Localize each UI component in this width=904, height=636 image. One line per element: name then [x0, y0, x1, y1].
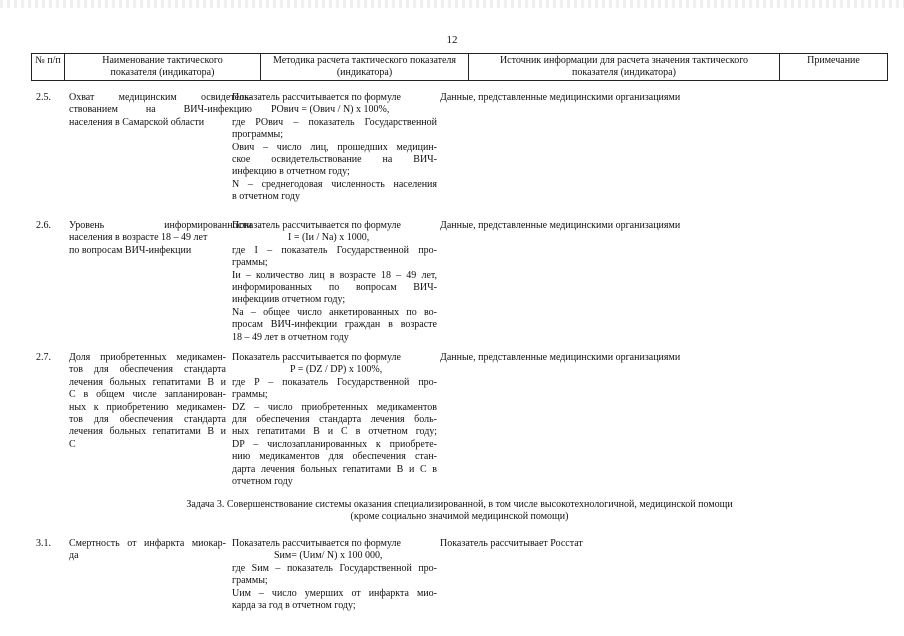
formula: P = (DZ / DP) x 100%,	[290, 364, 383, 376]
method-line: нию медикаментов для обеспечения стан-	[232, 451, 437, 463]
row-indicator-name	[69, 352, 226, 451]
method-line: Показатель рассчитывается по формуле	[232, 220, 401, 231]
row-source: Данные, представленные медицинскими организациями	[440, 92, 681, 103]
row-method	[232, 538, 437, 612]
method-line: информированных по вопросам ВИЧ-	[232, 282, 437, 293]
header-col-source-line: показателя (индикатора)	[572, 67, 676, 79]
page-number: 12	[446, 34, 458, 46]
header-col-number	[31, 54, 64, 80]
method-line: Uим – число умерших от инфаркта мио-	[232, 587, 437, 599]
task-heading-line: (кроме социально значимой медицинской помощи)	[350, 511, 569, 523]
row-indicator-name	[69, 92, 252, 129]
name-line: Смертность от инфаркта миокар-	[69, 538, 226, 549]
row-indicator-name	[69, 538, 226, 563]
scan-noise	[0, 0, 904, 8]
row-source: Данные, представленные медицинскими организациями	[440, 220, 681, 231]
name-line: Охват медицинским освидетель-	[69, 92, 252, 103]
method-line: ское освидетельствование на ВИЧ-	[232, 154, 437, 165]
method-line: просам ВИЧ-инфекции граждан в возрасте	[232, 319, 437, 331]
name-line: да	[69, 550, 79, 562]
method-line: для обеспечения стандарта лечения боль-	[232, 414, 437, 425]
method-line: программы;	[232, 129, 284, 141]
method-line: инфекциив отчетном году;	[232, 294, 346, 306]
method-line: 18 – 49 лет в отчетном году	[232, 331, 349, 343]
method-line: N – среднегодовая численность населения	[232, 178, 437, 190]
method-line: DZ – число приобретенных медикаментов	[232, 401, 437, 413]
header-col-source-line: Источник информации для расчета значения тактического	[499, 55, 749, 66]
header-col-name-line: Наименование тактического	[102, 55, 223, 66]
task-heading-line: Задача 3. Совершенствование системы оказания специализированной, в том числе высокотехнологичной, медицинской помощи	[186, 499, 733, 510]
name-line: тов для обеспечения стандарта	[69, 413, 226, 425]
method-line: где I – показатель Государственной про-	[232, 244, 437, 256]
method-line: Oвич – число лиц, прошедших медицин-	[232, 141, 437, 153]
row-method	[232, 352, 437, 488]
header-col-method-line: Методика расчета тактического показателя	[272, 55, 457, 66]
name-line: лечения больных гепатитами B и	[69, 376, 226, 388]
name-line: лечения больных гепатитами B и	[69, 426, 226, 438]
header-col-number-label: № п/п	[35, 55, 61, 66]
method-line: где POвич – показатель Государственной	[232, 116, 437, 128]
header-col-note-label: Примечание	[807, 55, 860, 66]
name-line: C в общем числе запланирован-	[69, 389, 226, 401]
formula: I = (Iи / Nа) x 1000,	[288, 232, 370, 244]
row-number: 2.6.	[36, 220, 51, 231]
row-method	[232, 220, 437, 344]
method-line: Iи – количество лиц в возрасте 18 – 49 лет,	[232, 269, 437, 281]
row-source: Показатель рассчитывает Росстат	[440, 538, 583, 549]
name-line: по вопросам ВИЧ-инфекции	[69, 244, 192, 256]
method-line: граммы;	[232, 389, 268, 401]
row-number: 3.1.	[36, 538, 51, 549]
name-line: тов для обеспечения стандарта	[69, 364, 226, 376]
name-line: ствованием на ВИЧ-инфекцию	[69, 104, 252, 116]
name-line: Уровень информированности	[69, 220, 252, 231]
name-line: ных к приобретению медикамен-	[69, 401, 226, 413]
header-col-note	[779, 54, 888, 80]
method-line: ных гепатитами B и C в отчетном году;	[232, 426, 437, 438]
header-col-name	[64, 54, 260, 80]
method-line: Nа – общее число анкетированных по во-	[232, 306, 437, 318]
method-line: граммы;	[232, 575, 268, 587]
formula: Sим= (Uим/ N) x 100 000,	[274, 550, 383, 562]
header-col-method-line: (индикатора)	[336, 67, 393, 79]
name-line: Доля приобретенных медикамен-	[69, 352, 226, 363]
name-line: населения в Самарской области	[69, 116, 205, 128]
method-line: инфекцию в отчетном году;	[232, 166, 350, 178]
name-line: C	[69, 438, 76, 450]
name-line: населения в возрасте 18 – 49 лет	[69, 232, 208, 244]
method-line: дарта лечения больных гепатитами B и C в	[232, 463, 437, 475]
task-heading	[31, 499, 888, 524]
row-source: Данные, представленные медицинскими организациями	[440, 352, 681, 363]
row-indicator-name	[69, 220, 252, 257]
method-line: в отчетном году	[232, 191, 300, 203]
method-line: Показатель рассчитывается по формуле	[232, 538, 401, 549]
header-col-name-line: показателя (индикатора)	[110, 67, 215, 79]
row-number: 2.7.	[36, 352, 51, 363]
method-line: где P – показатель Государственной про-	[232, 376, 437, 388]
method-line: Показатель рассчитывается по формуле	[232, 352, 401, 363]
table-header	[31, 53, 888, 81]
method-line: граммы;	[232, 257, 268, 269]
method-line: Показатель рассчитывается по формуле	[232, 92, 401, 103]
method-line: где Sим – показатель Государственной про-	[232, 562, 437, 574]
method-line: DP – числозапланированных к приобрете-	[232, 438, 437, 450]
method-line: отчетном году	[232, 475, 293, 487]
header-col-method	[260, 54, 468, 80]
row-method	[232, 92, 437, 204]
formula: POвич = (Oвич / N) x 100%,	[271, 104, 390, 116]
header-col-source	[468, 54, 779, 80]
row-number: 2.5.	[36, 92, 51, 103]
method-line: карда за год в отчетном году;	[232, 600, 356, 611]
